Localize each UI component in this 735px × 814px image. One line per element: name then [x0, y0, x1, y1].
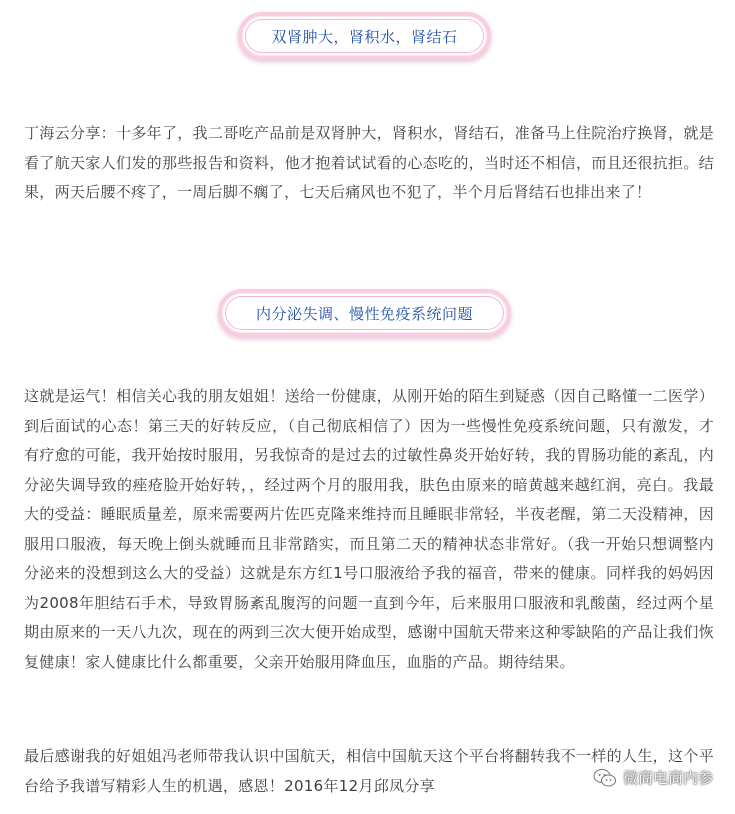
section-heading-text: 内分泌失调、慢性免疫系统问题 — [255, 304, 473, 323]
closing-paragraph: 最后感谢我的好姐姐冯老师带我认识中国航天，相信中国航天这个平台将翻转我不一样的人生，这个平台给予我谱写精彩人生的机遇，感恩！2016年12月邱凤分享 — [24, 747, 714, 795]
section-heading-endocrine — [218, 289, 511, 337]
testimonial-paragraph: 这就是运气！相信关心我的朋友姐姐！送给一份健康，从刚开始的陌生到疑惑（因自己略懂一二医学）到后面试的心态！第三天的好转反应，（自己彻底相信了）因为一些慢性免疫系统问题，只有激发，才有疗愈的可能，我开始按时服用，另我惊奇的是过去的过敏性鼻炎开始好转，我的胃肠功能的紊乱，内分泌失调导致的痤疮脸开始好转，，经过两个月的服用我，肤色由原来的暗黄越来越红润，亮白。我最大的受益：睡眠质量差，原来需要两片佐匹克隆来维持而且睡眠非常轻，半夜老醒，第二天没精神，因服用口服液，每天晚上倒头就睡而且非常踏实，而且第二天的精神状态非常好。（我一开始只想调整内分泌来的没想到这么大的受益）这就是东方红1号口服液给予我的福音，带来的健康。同样我的妈妈因为2008年胆结石手术，导致胃肠紊乱腹泻的问题一直到今年，后来服用口服液和乳酸菌，经过两个星期由原来的一天八九次，现在的两到三次大便开始成型，感谢中国航天带来这种零缺陷的产品让我们恢复健康！家人健康比什么都重要，父亲开始服用降血压，血脂的产品。期待结果。 — [24, 387, 714, 671]
watermark-text: 微商电商内参 — [622, 769, 713, 787]
section-heading-kidney — [238, 12, 491, 60]
wechat-icon — [593, 768, 617, 788]
section-heading-text: 双肾肿大，肾积水，肾结石 — [271, 27, 458, 46]
testimonial-paragraph: 丁海云分享：十多年了，我二哥吃产品前是双肾肿大，肾积水，肾结石，准备马上住院治疗换肾，就是看了航天家人们发的那些报告和资料，他才抱着试试看的心态吃的，当时还不相信，而且还很抗拒。结果，两天后腰不疼了，一周后脚不瘸了，七天后痛风也不犯了，半个月后肾结石也排出来了！ — [24, 124, 714, 201]
watermark — [593, 767, 713, 788]
